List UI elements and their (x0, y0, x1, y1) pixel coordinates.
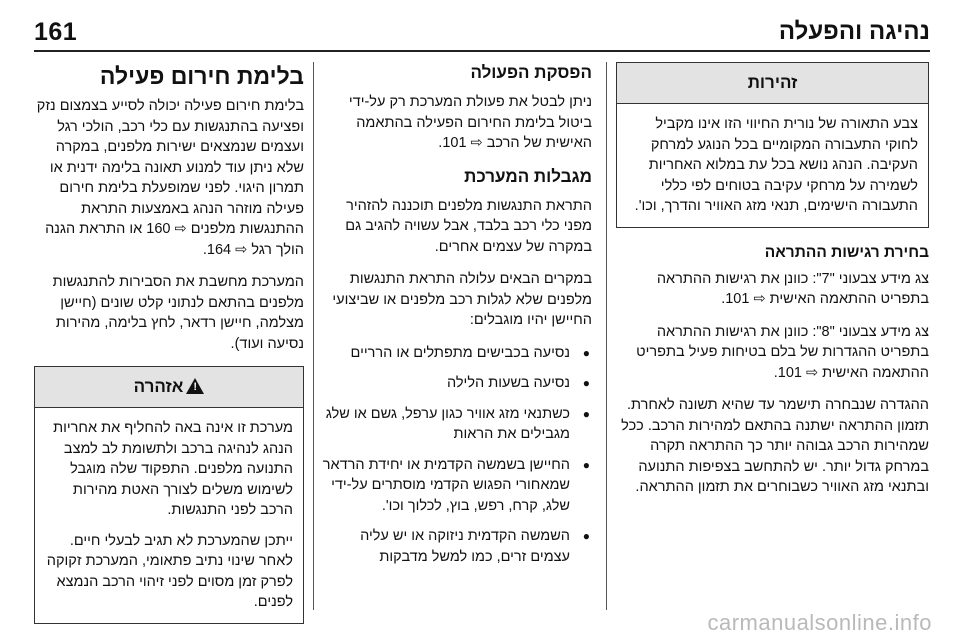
page-number: 161 (34, 18, 78, 46)
warning-box (34, 366, 304, 624)
paragraph: צג מידע צבעוני "7": כוונן את רגישות ההתראה בתפריט ההתאמה האישית ⇨ 101. (656, 270, 929, 307)
watermark: carmanualsonline.info (707, 610, 932, 635)
list-item: ● נסיעה בשעות הלילה (321, 373, 592, 394)
list-item: ● החיישן בשמשה הקדמית או יחידת הרדאר שמאחורי הפגוש הקדמי מוסתרים על-ידי שלג, קרח, רפש, בוץ, לכלוך וכו'. (321, 455, 592, 517)
paragraph: התראת התנגשות מלפנים תוכננה להזהיר מפני כלי רכב בלבד, אבל עשויה להגיב גם במקרה של עצמים אחרים. (345, 197, 592, 255)
column-middle (321, 62, 592, 577)
deactivation-heading: הפסקת הפעולה (470, 63, 592, 82)
alert-sensitivity-heading: בחירת רגישות ההתראה (764, 243, 929, 261)
column-right (616, 62, 929, 510)
paragraph: במקרים הבאים עלולה התראת התנגשות מלפנים שלא לגלות רכב מלפנים או שביצועי החיישן יהיו מוגבלים: (332, 271, 592, 328)
column-left (34, 62, 304, 638)
warning-triangle-icon (186, 378, 204, 394)
warning-text: ייתכן שהמערכת לא תגיב לבעלי חיים. לאחר שינוי נתיב פתאומי, המערכת זקוקה לפרק זמן מסוים לפני זיהוי הרכב הנמצא לפנים. (46, 532, 293, 610)
limitations-list (321, 343, 592, 568)
active-emergency-braking-heading: בלימת חירום פעילה (99, 63, 304, 89)
paragraph: צג מידע צבעוני "8": כוונן את רגישות ההתראה בתפריט ההגדרות של בלם בטיחות פעיל בתפריט ההתאמה האישית ⇨ 101. (636, 323, 929, 381)
section-title: נהיגה והפעלה (778, 18, 930, 45)
warning-text: מערכת זו אינה באה להחליף את אחריות הנהג לנהיגה ברכב ולתשומת לב למצב התנועה מלפנים. התפקוד שלה מוגבל לשימוש משלים לצורך האטת מהירות הרכב לפני התנגשות. (53, 420, 293, 518)
column-divider (313, 62, 314, 610)
warning-box-title: אזהרה (133, 377, 184, 396)
list-item: ● כשתנאי מזג אוויר כגון ערפל, גשם או שלג מגבילים את הראות (321, 404, 592, 445)
paragraph: ניתן לבטל את פעולת המערכת רק על-ידי ביטול בלימת החירום הפעילה בהתאמה האישית של הרכב ⇨ 101. (348, 94, 592, 151)
caution-box-title: זהירות (617, 63, 928, 104)
paragraph: ההגדרה שנבחרה תישמר עד שהיא תשונה לאחרת. תזמון ההתראה ישתנה בהתאם למהירות הרכב. ככל שמהירות הרכב גבוהה יותר כך ההתראה תקרה במרחק גדול יותר. יש להתחשב בצפיפות התנועה ובתנאי מזג האוויר כשבוחרים את תזמון ההתראה. (621, 397, 929, 495)
warning-box-header (35, 367, 303, 408)
paragraph: המערכת מחשבת את הסבירות להתנגשות מלפנים בהתאם לנתוני קלט שונים (חיישן מצלמה, חיישן רדאר, לחץ בלימה, מהירות נסיעה ועוד). (52, 274, 304, 352)
paragraph: בלימת חירום פעילה יכולה לסייע בצמצום נזק ופציעה בהתנגשות עם כלי רכב, הולכי רגל ועצמים שנמצאים ישירות מלפנים, במקרה שלא ניתן עוד למנוע תאונה בלימה ידנית או תמרון היגוי. לפני שמופעלת בלימת חירום פעילה מוזהר הנהג באמצעות התראת ההתנגשות מלפנים ⇨ 160 או התראת הגנה הולך רגל ⇨ 164. (36, 98, 304, 258)
list-item: ● השמשה הקדמית ניזוקה או יש עליה עצמים זרים, כמו למשל מדבקות (321, 526, 592, 567)
system-limitations-heading: מגבלות המערכת (464, 166, 592, 186)
page-header (34, 8, 930, 52)
list-item: ● נסיעה בכבישים מתפתלים או הרריים (321, 343, 592, 364)
caution-text: צבע התאורה של נורית החיווי הזו אינו מקביל לחוקי התעבורה המקומיים בכל הנוגע למרחק העקיבה. הנהג נושא בכל עת במלוא האחריות לשמירה על מרחקי עקיבה בטוחים לפי כללי התעבורה הישימים, תנאי מזג האוויר והדרך, וכו'. (634, 116, 918, 214)
caution-box (616, 62, 929, 228)
column-divider (606, 62, 607, 610)
